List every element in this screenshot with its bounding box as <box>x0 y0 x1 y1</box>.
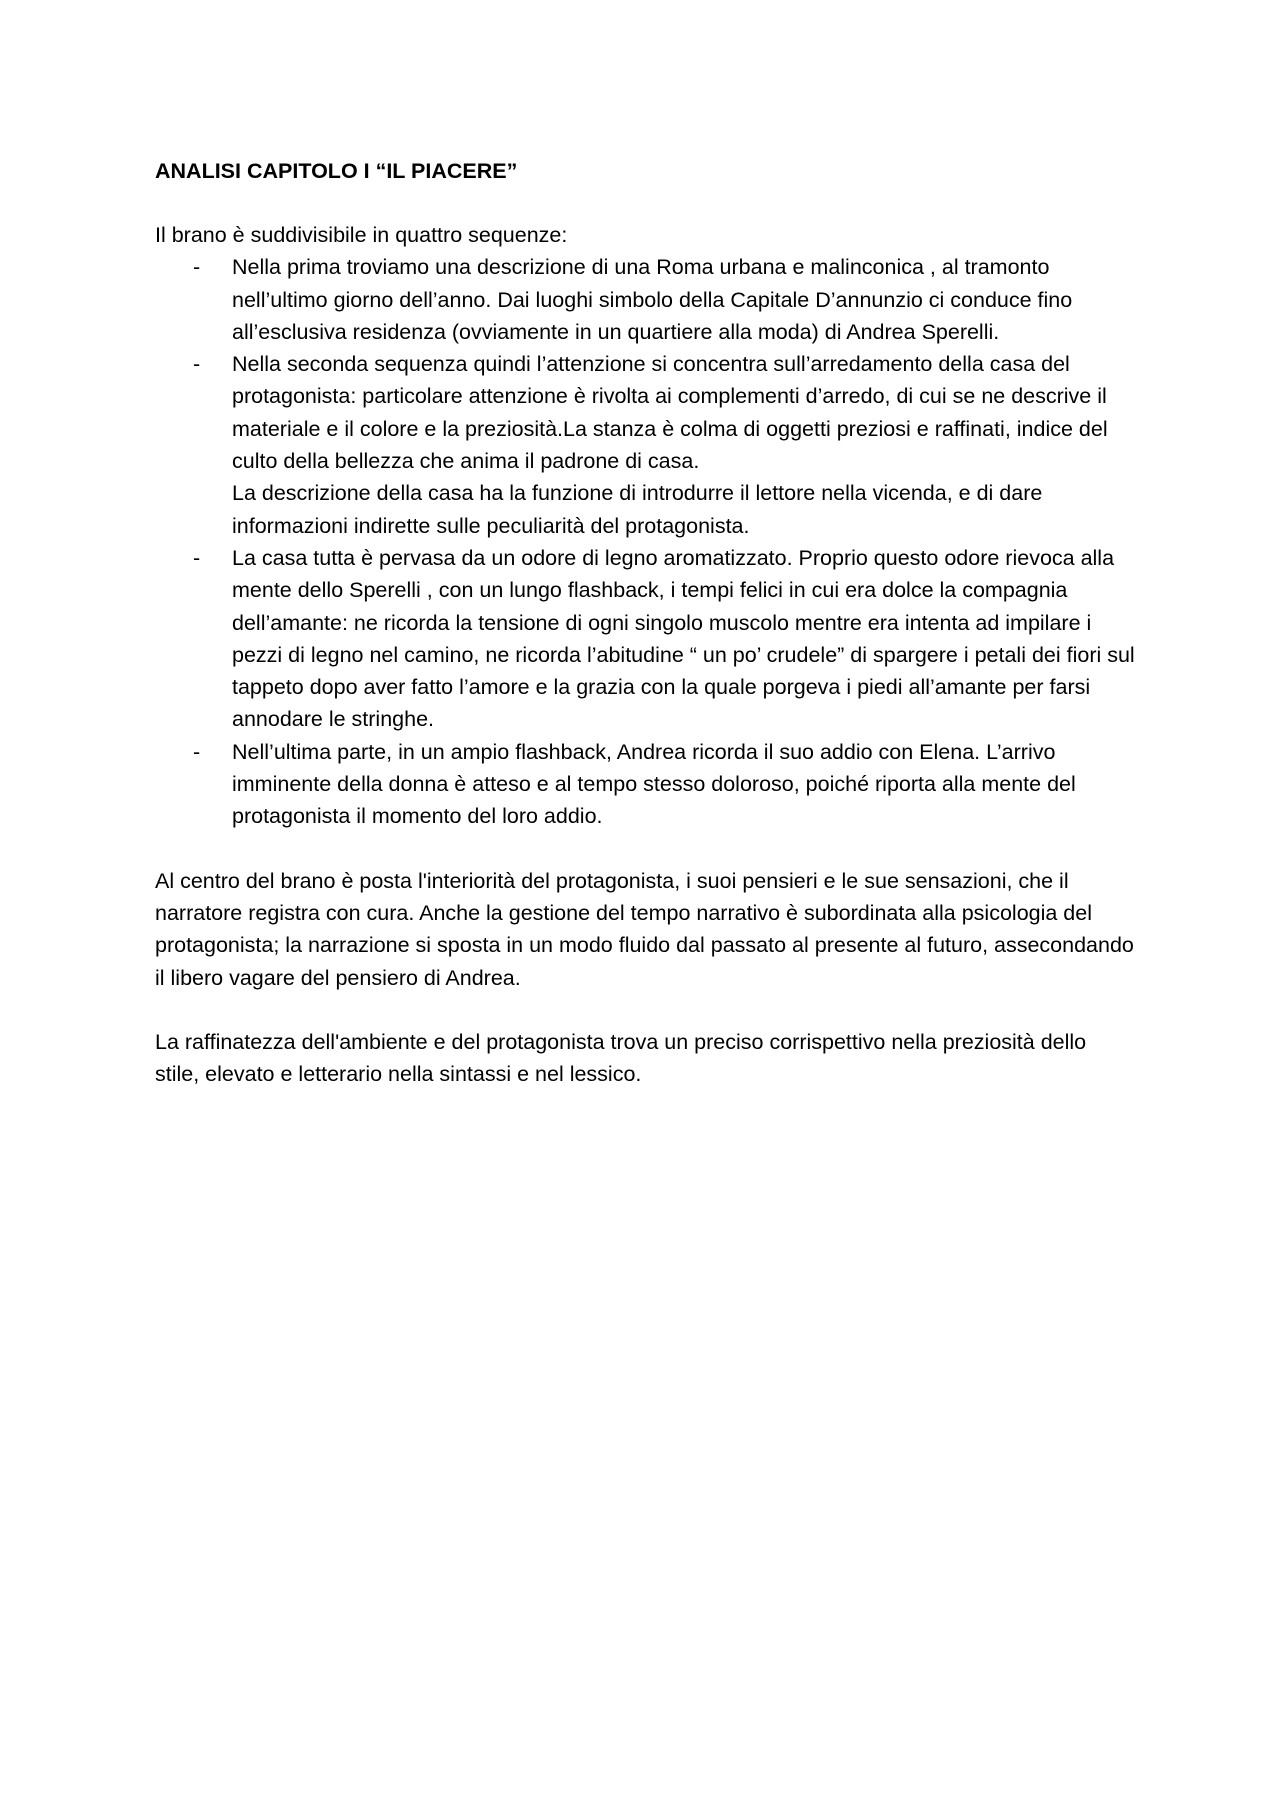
sequence-1-text: Nella prima troviamo una descrizione di una Roma urbana e malinconica , al tramonto nell’ultimo giorno dell’anno. Dai luoghi simbolo della Capitale D’annunzio ci conduce fino all’esclusiva residenza (ovviamente in un quartiere alla moda) di Andrea Sperelli. <box>232 255 1073 344</box>
sequence-item-2 <box>155 348 1135 542</box>
sequence-3-text: La casa tutta è pervasa da un odore di legno aromatizzato. Proprio questo odore rievoca alla mente dello Sperelli , con un lungo flashback, i tempi felici in cui era dolce la compagnia dell’amante: ne ricorda la tensione di ogni singolo muscolo mentre era intenta ad impilare i pezzi di legno nel camino, ne ricorda l’abitudine “ un po’ crudele” di spargere i petali dei fiori sul tappeto dopo aver fatto l’amore e la grazia con la quale porgeva i piedi all’amante per farsi annodare le stringhe. <box>232 545 1135 732</box>
document-title: ANALISI CAPITOLO I “IL PIACERE” <box>155 159 518 183</box>
sequence-item-3 <box>155 542 1135 736</box>
closing-paragraph-1: Al centro del brano è posta l'interiorità del protagonista, i suoi pensieri e le sue sensazioni, che il narratore registra con cura. Anche la gestione del tempo narrativo è subordinata alla psicologia del protagonista; la narrazione si sposta in un modo fluido dal passato al presente al futuro, assecondando il libero vagare del pensiero di Andrea. <box>155 868 1134 990</box>
bullet-dash: - <box>193 255 201 280</box>
bullet-dash: - <box>193 352 201 377</box>
bullet-dash: - <box>193 545 201 570</box>
closing-paragraph-2: La raffinatezza dell'ambiente e del protagonista trova un preciso corrispettivo nella preziosità dello stile, elevato e letterario nella sintassi e nel lessico. <box>155 1029 1087 1087</box>
sequence-item-1 <box>155 251 1135 348</box>
sequence-4-text: Nell’ultima parte, in un ampio flashback, Andrea ricorda il suo addio con Elena. L’arrivo imminente della donna è atteso e al tempo stesso doloroso, poiché riporta alla mente del protagonista il momento del loro addio. <box>232 739 1076 829</box>
sequence-item-4 <box>155 736 1135 833</box>
sequence-2-text: Nella seconda sequenza quindi l’attenzione si concentra sull’arredamento della casa del protagonista: particolare attenzione è rivolta ai complementi d’arredo, di cui se ne descrive il materiale e il colore e la preziosità.La stanza è colma di oggetti preziosi e raffinati, indice del culto della bellezza che anima il padrone di casa. <box>232 352 1108 474</box>
sequence-list <box>155 251 1135 832</box>
bullet-dash: - <box>193 739 201 764</box>
document-body <box>155 155 1135 1090</box>
intro-paragraph: Il brano è suddivisibile in quattro sequenze: <box>155 223 568 247</box>
sequence-2-text-continued: La descrizione della casa ha la funzione di introdurre il lettore nella vicenda, e di dare informazioni indirette sulle peculiarità del protagonista. <box>232 481 1043 538</box>
